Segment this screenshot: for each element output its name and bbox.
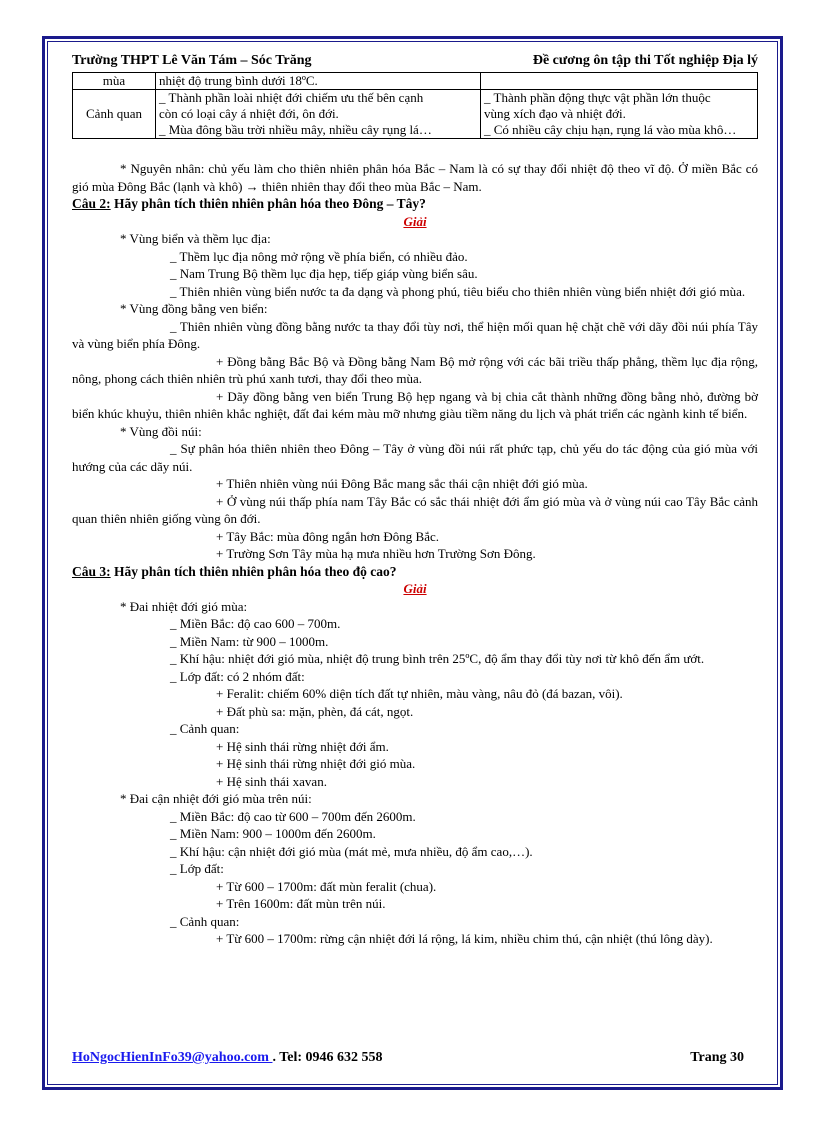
text-line: * Đai cận nhiệt đới gió mùa trên núi: xyxy=(120,791,312,806)
text-line: + Trên 1600m: đất mùn trên núi. xyxy=(216,896,386,911)
text-line: _ Lớp đất: xyxy=(170,861,224,876)
text-line: _ Khí hậu: nhiệt đới gió mùa, nhiệt độ trung bình trên 25ºC, độ ẩm thay đổi tùy nơi từ khô đến ẩm ướt. xyxy=(170,651,705,666)
table-cell xyxy=(481,73,758,90)
table-cell xyxy=(481,90,758,139)
text-line: _ Thiên nhiên vùng đồng bằng nước ta thay đổi tùy nơi, thể hiện mối quan hệ chặt chẽ với dãy đồi núi phía Tây và vùng biển phía Đông. xyxy=(72,318,758,351)
table-row xyxy=(73,73,758,90)
text-line: + Tây Bắc: mùa đông ngắn hơn Đông Bắc. xyxy=(216,528,440,544)
question-heading xyxy=(72,195,758,213)
footer-email-link[interactable]: HoNgocHienInFo39@yahoo.com xyxy=(72,1050,273,1065)
table-cell-line: nhiệt độ trung bình dưới 18ºC. xyxy=(159,73,318,88)
text-line: _ Nam Trung Bộ thềm lục địa hẹp, tiếp giáp vùng biển sâu. xyxy=(170,266,478,281)
question-text: Hãy phân tích thiên nhiên phân hóa theo độ cao? xyxy=(110,563,397,579)
question-heading xyxy=(72,563,758,581)
table-cell-line: _ Mùa đông bầu trời nhiều mây, nhiều cây rụng lá… xyxy=(159,122,432,137)
text-line: _ Miền Bắc: độ cao 600 – 700m. xyxy=(170,616,341,631)
text-line: + Đồng bằng Bắc Bộ và Đồng bằng Nam Bộ mở rộng với các bãi triều thấp phẳng, thềm lục địa rộng, nông, phong cách thiên nhiên trù phú xanh tươi, thay đổi theo mùa. xyxy=(72,353,758,386)
table-cell-line: vùng xích đạo và nhiệt đới. xyxy=(484,106,626,121)
table-cell-label: mùa xyxy=(73,73,156,90)
table-cell-line: _ Thành phần loài nhiệt đới chiếm ưu thế bên cạnh xyxy=(159,90,424,105)
text-line: _ Cảnh quan: xyxy=(170,721,240,736)
text-line: + Hệ sinh thái rừng nhiệt đới ẩm. xyxy=(216,738,389,754)
footer-tel: . Tel: 0946 632 558 xyxy=(272,1050,383,1065)
page-number: Trang 30 xyxy=(690,1050,744,1065)
text-line: + Từ 600 – 1700m: rừng cận nhiệt đới lá rộng, lá kim, nhiều chim thú, cận nhiệt (thú lông dày). xyxy=(216,931,713,946)
header-title: Đề cương ôn tập thi Tốt nghiệp Địa lý xyxy=(532,53,758,68)
text-line: + Trường Sơn Tây mùa hạ mưa nhiều hơn Trường Sơn Đông. xyxy=(216,546,536,561)
table-cell-line: _ Có nhiều cây chịu hạn, rụng lá vào mùa khô… xyxy=(484,122,737,137)
table-cell-line: còn có loại cây á nhiệt đới, ôn đới. xyxy=(159,106,339,121)
text-line: + Từ 600 – 1700m: đất mùn feralit (chua). xyxy=(216,878,437,894)
text-line: + Ở vùng núi thấp phía nam Tây Bắc có sắc thái nhiệt đới ẩm gió mùa và ở vùng núi cao Tây Bắc cảnh quan thiên nhiên giống vùng ôn đới. xyxy=(72,493,758,526)
text-line: * Nguyên nhân: chủ yếu làm cho thiên nhiên phân hóa Bắc – Nam là có sự thay đổi nhiệt độ theo vĩ độ. Ở miền Bắc có gió mùa Đông Bắc (lạnh và khô) → thiên nhiên thay đổi theo mùa Bắc – Nam. xyxy=(72,161,758,194)
text-line: _ Sự phân hóa thiên nhiên theo Đông – Tây ở vùng đồi núi rất phức tạp, chủ yếu do tác động của gió mùa với hướng của các dãy núi. xyxy=(72,441,758,474)
text-line: + Hệ sinh thái xavan. xyxy=(216,773,327,789)
text-line: + Thiên nhiên vùng núi Đông Bắc mang sắc thái cận nhiệt đới gió mùa. xyxy=(216,476,588,491)
text-line: + Dãy đồng bằng ven biển Trung Bộ hẹp ngang và bị chia cắt thành những đồng bằng nhỏ, đường bờ biển khúc khuỷu, thiên nhiên khắc nghiệt, đất đai kém màu mỡ nhưng giàu tiềm năng du lịch và phát triển các ngành kinh tế biển. xyxy=(72,388,758,421)
text-line: _ Lớp đất: có 2 nhóm đất: xyxy=(170,668,305,684)
text-line: _ Miền Nam: 900 – 1000m đến 2600m. xyxy=(170,826,376,841)
text-line: _ Thềm lục địa nông mở rộng về phía biển, có nhiều đảo. xyxy=(170,248,468,264)
table-cell-label: Cảnh quan xyxy=(73,90,156,139)
header-school: Trường THPT Lê Văn Tám – Sóc Trăng xyxy=(72,53,312,68)
text-line: _ Thiên nhiên vùng biển nước ta đa dạng và phong phú, tiêu biểu cho thiên nhiên vùng biển nhiệt đới gió mùa. xyxy=(170,283,746,299)
question-number: Câu 2: xyxy=(72,196,111,211)
text-line: + Đất phù sa: mặn, phèn, đá cát, ngọt. xyxy=(216,703,414,719)
text-line: + Hệ sinh thái rừng nhiệt đới gió mùa. xyxy=(216,756,416,771)
text-line: * Vùng biển và thềm lục địa: xyxy=(120,231,271,246)
question-text: Hãy phân tích thiên nhiên phân hóa theo Đông – Tây? xyxy=(110,196,426,211)
answer-label: Giải xyxy=(403,213,427,229)
text-line: + Feralit: chiếm 60% diện tích đất tự nhiên, màu vàng, nâu đỏ (đá bazan, vôi). xyxy=(216,686,623,701)
table-cell xyxy=(156,90,481,139)
text-line: _ Miền Nam: từ 900 – 1000m. xyxy=(170,633,329,649)
table-row xyxy=(73,90,758,139)
answer-label: Giải xyxy=(403,581,427,596)
table-cell-line: _ Thành phần động thực vật phần lớn thuộc xyxy=(484,90,711,105)
question-number: Câu 3: xyxy=(72,563,111,579)
page-header xyxy=(72,52,758,73)
table-cell xyxy=(156,73,481,90)
text-line: * Đai nhiệt đới gió mùa: xyxy=(120,598,248,614)
text-line: _ Khí hậu: cận nhiệt đới gió mùa (mát mẻ, mưa nhiều, độ ẩm cao,…). xyxy=(170,843,533,859)
document-body xyxy=(72,160,758,948)
text-line: _ Miền Bắc: độ cao từ 600 – 700m đến 2600m. xyxy=(170,808,416,824)
page-footer xyxy=(72,1050,758,1066)
text-line: * Vùng đồng bằng ven biển: xyxy=(120,301,268,316)
text-line: _ Cảnh quan: xyxy=(170,913,240,929)
comparison-table xyxy=(72,72,758,139)
text-line: * Vùng đồi núi: xyxy=(120,423,202,439)
